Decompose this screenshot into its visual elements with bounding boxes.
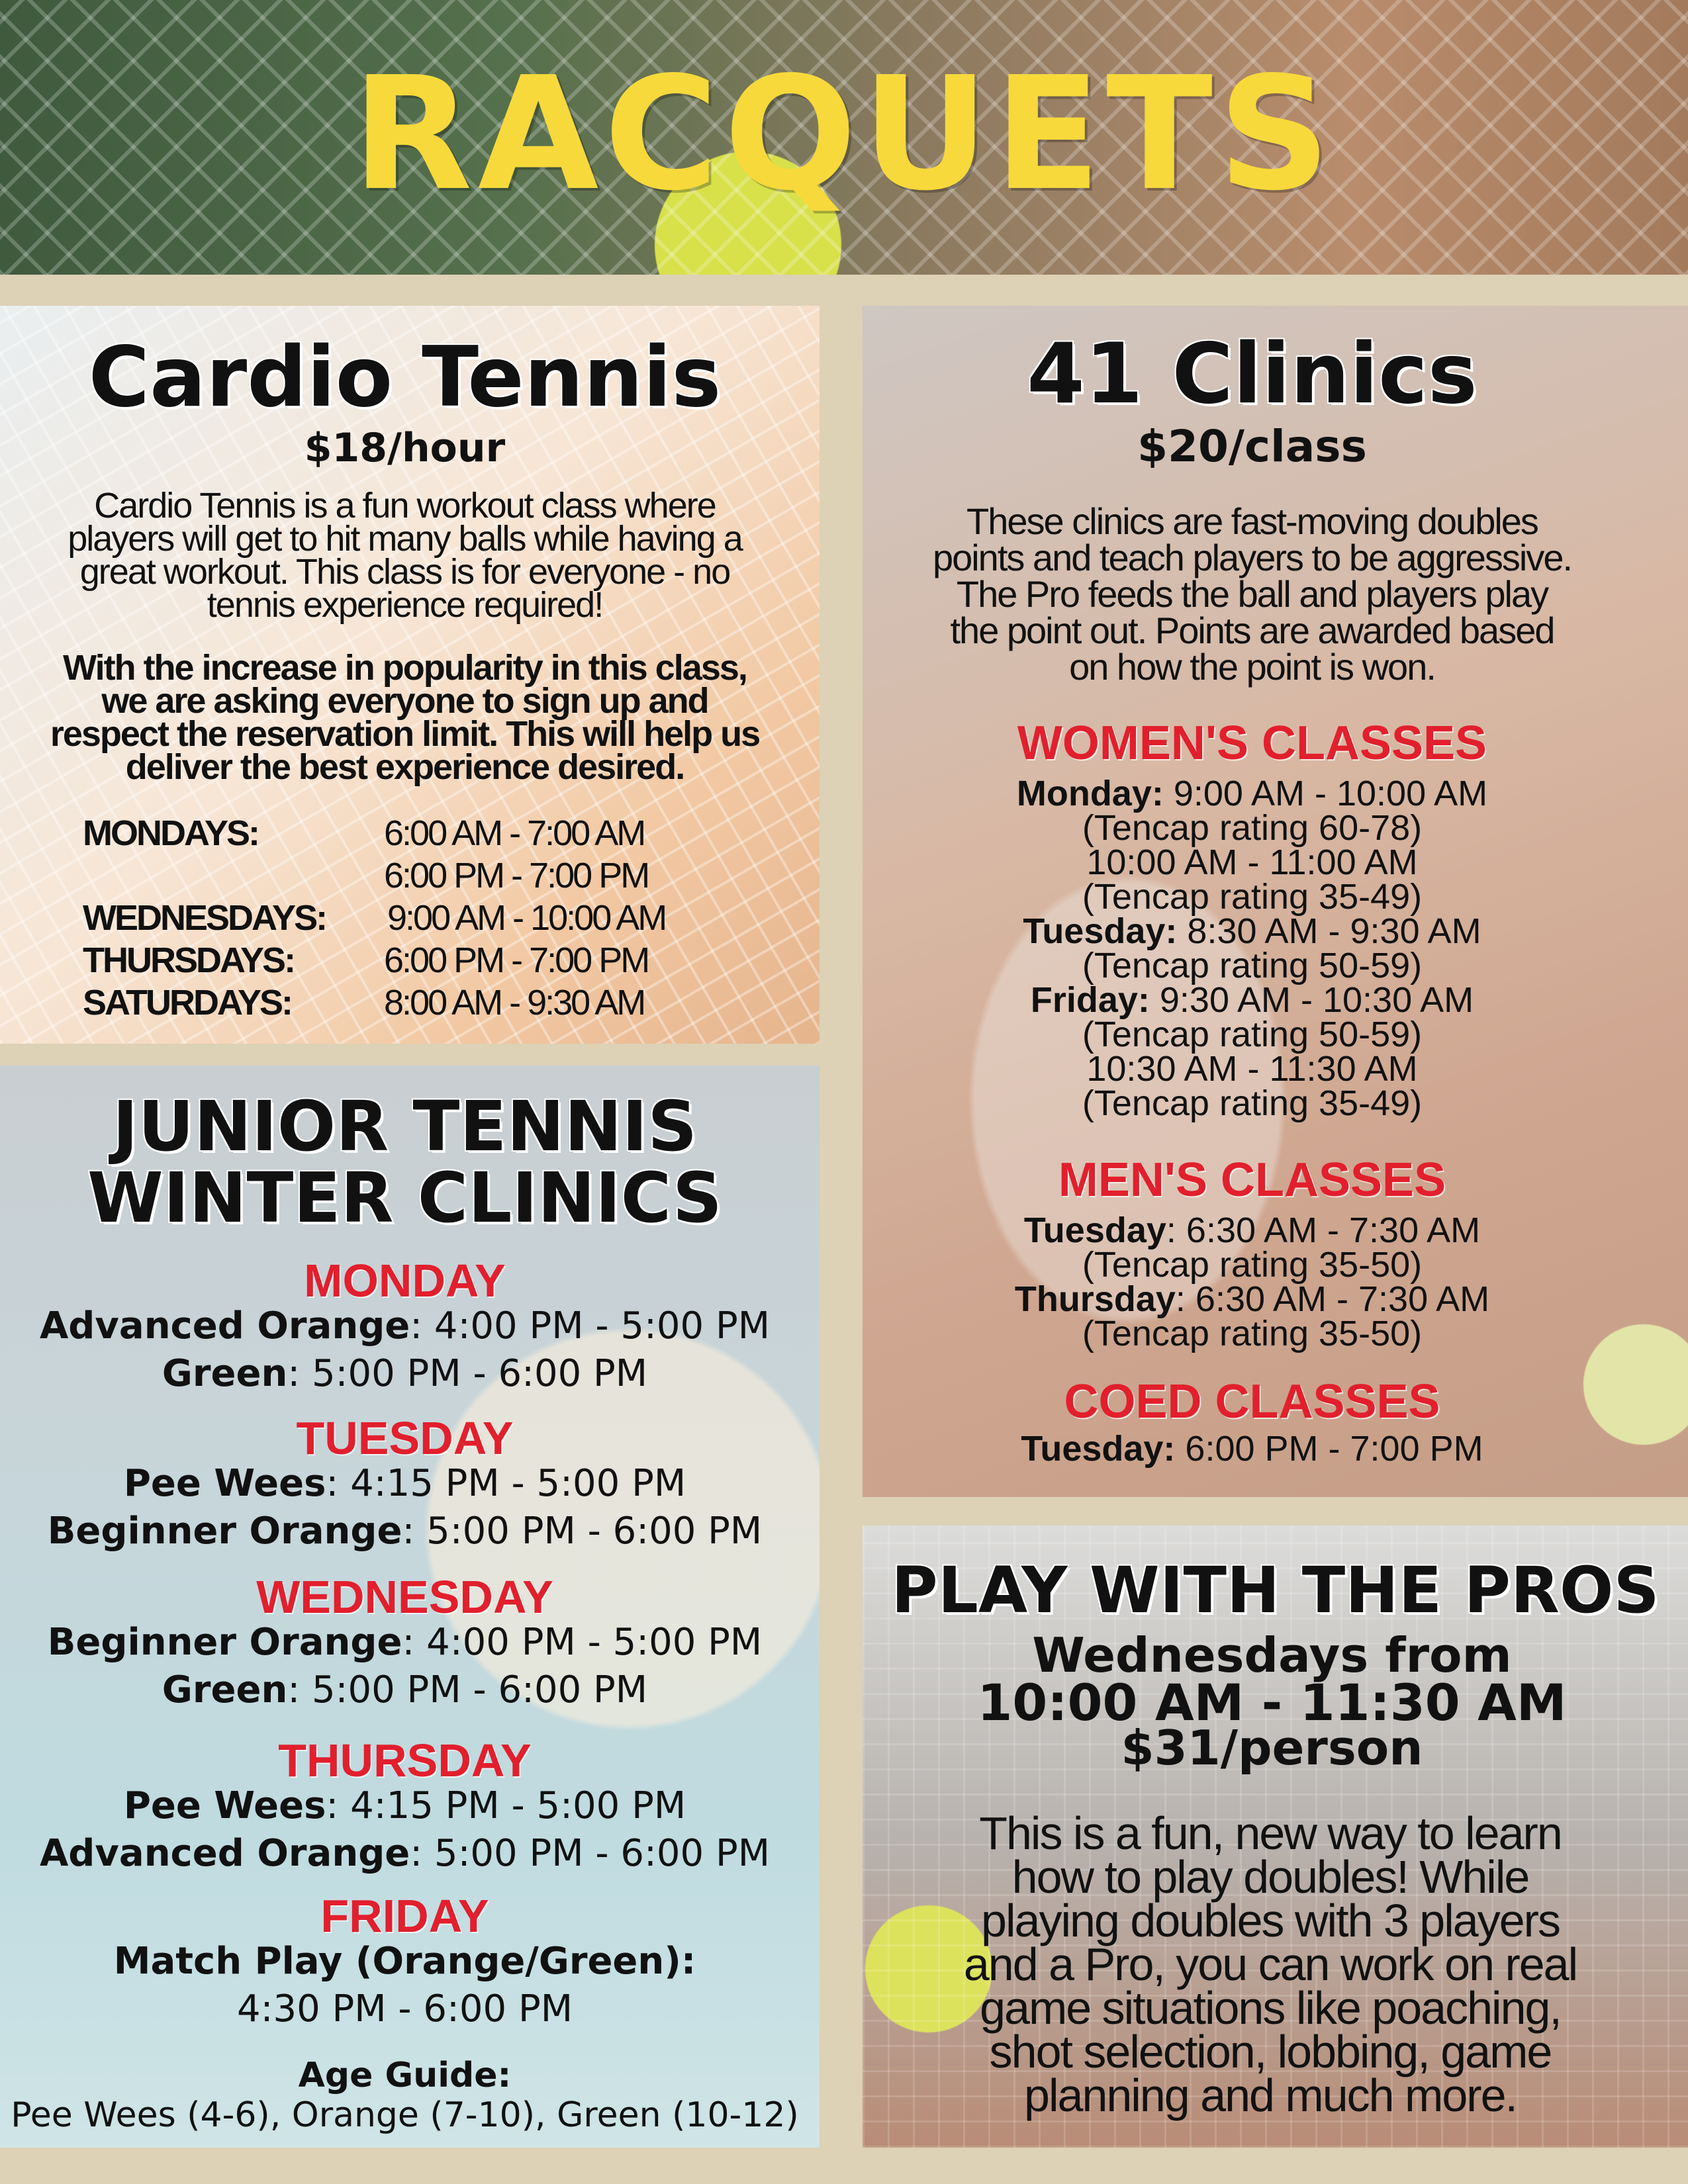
class-time: 9:00 AM - 10:00 AM xyxy=(1163,774,1488,813)
junior-class-level: Green xyxy=(162,1668,288,1711)
class-day: Tuesday: xyxy=(1021,1429,1176,1469)
junior-class-line xyxy=(0,1304,820,1347)
clinics-desc-line: the point out. Points are awarded based xyxy=(950,610,1554,651)
junior-class-level: Advanced Orange xyxy=(39,1832,410,1875)
junior-class-level: Beginner Orange xyxy=(47,1510,402,1553)
junior-class-time: : xyxy=(680,1940,696,1983)
clinics-title: 41 Clinics xyxy=(1027,325,1477,422)
pros-desc-line: shot selection, lobbing, game xyxy=(989,2026,1552,2077)
pros-desc-line: playing doubles with 3 players xyxy=(981,1895,1560,1946)
pros-desc-line: planning and much more. xyxy=(1024,2070,1517,2121)
class-time: 6:00 PM - 7:00 PM xyxy=(1175,1429,1483,1469)
cardio-schedule-day: WEDNESDAYS: xyxy=(83,898,326,938)
junior-class-time: 4:30 PM - 6:00 PM xyxy=(236,1987,573,2030)
cardio-desc-line: Cardio Tennis is a fun workout class where xyxy=(94,486,716,525)
cardio-tennis-panel xyxy=(0,306,820,1044)
clinics-price: $20/class xyxy=(1137,421,1367,472)
class-time: (Tencap rating 35-49) xyxy=(1082,1083,1423,1123)
cardio-notice-line: respect the reservation limit. This will help us xyxy=(50,714,760,754)
cardio-schedule-time: 6:00 PM - 7:00 PM xyxy=(384,856,649,895)
junior-title-line2: WINTER CLINICS xyxy=(87,1158,722,1238)
cardio-schedule-time: 9:00 AM - 10:00 AM xyxy=(387,898,666,938)
header-banner xyxy=(0,0,1688,275)
junior-class-level: Green xyxy=(162,1352,288,1395)
clinics-desc-line: The Pro feeds the ball and players play xyxy=(956,573,1548,615)
womens-class-line xyxy=(863,776,1688,811)
cardio-schedule-time: 6:00 PM - 7:00 PM xyxy=(384,940,649,980)
class-time: (Tencap rating 35-49) xyxy=(1082,877,1423,917)
pros-desc-line: This is a fun, new way to learn xyxy=(979,1807,1562,1859)
class-time: 10:00 AM - 11:00 AM xyxy=(1086,842,1418,882)
class-day: Tuesday: xyxy=(1023,911,1178,951)
cardio-notice-line: deliver the best experience desired. xyxy=(125,747,684,787)
class-day: Tuesday xyxy=(1023,1210,1166,1250)
junior-class-line xyxy=(0,1621,820,1664)
junior-class-level: Pee Wees xyxy=(123,1462,326,1505)
pros-title: PLAY WITH THE PROS xyxy=(891,1553,1660,1627)
class-time: (Tencap rating 35-50) xyxy=(1082,1245,1423,1285)
junior-class-time: : 4:15 PM - 5:00 PM xyxy=(326,1462,686,1505)
mens-classes-heading: MEN'S CLASSES xyxy=(1058,1154,1446,1206)
cardio-schedule-day: MONDAYS: xyxy=(83,813,259,853)
pros-desc-line: how to play doubles! While xyxy=(1011,1851,1529,1903)
womens-classes-heading: WOMEN'S CLASSES xyxy=(1017,717,1487,770)
junior-class-line xyxy=(0,1832,820,1875)
cardio-schedule-time: 6:00 AM - 7:00 AM xyxy=(384,813,645,853)
junior-class-level: Match Play (Orange/Green) xyxy=(113,1940,681,1983)
womens-class-line xyxy=(863,982,1688,1018)
junior-class-time: : 4:15 PM - 5:00 PM xyxy=(326,1784,686,1827)
coed-class-line xyxy=(863,1431,1688,1467)
pros-time: 10:00 AM - 11:30 AM xyxy=(977,1673,1567,1732)
junior-class-time: : 4:00 PM - 5:00 PM xyxy=(410,1304,771,1347)
junior-day-heading: THURSDAY xyxy=(278,1735,532,1786)
pros-day: Wednesdays from xyxy=(1032,1627,1512,1683)
cardio-title: Cardio Tennis xyxy=(88,328,722,426)
mens-class-line xyxy=(863,1247,1688,1283)
page-title: RACQUETS xyxy=(352,43,1336,225)
womens-class-line xyxy=(863,1085,1688,1121)
womens-class-line xyxy=(863,948,1688,983)
cardio-notice-line: we are asking everyone to sign up and xyxy=(101,681,708,721)
cardio-schedule-time: 8:00 AM - 9:30 AM xyxy=(384,983,645,1023)
class-time: : 6:30 AM - 7:30 AM xyxy=(1175,1279,1490,1319)
womens-class-line xyxy=(863,1051,1688,1087)
womens-class-line xyxy=(863,810,1688,846)
mens-class-line xyxy=(863,1212,1688,1248)
class-time: 10:30 AM - 11:30 AM xyxy=(1086,1049,1418,1089)
age-guide-text: Pee Wees (4-6), Orange (7-10), Green (10-12) xyxy=(11,2095,799,2135)
junior-class-time: : 5:00 PM - 6:00 PM xyxy=(410,1832,771,1875)
junior-class-time: : 5:00 PM - 6:00 PM xyxy=(287,1668,648,1711)
class-day: Friday: xyxy=(1030,980,1150,1020)
pros-price: $31/person xyxy=(1121,1720,1423,1776)
cardio-desc-line: tennis experience required! xyxy=(207,585,603,625)
junior-class-time: : 4:00 PM - 5:00 PM xyxy=(402,1621,763,1664)
junior-day-heading: FRIDAY xyxy=(320,1890,489,1942)
junior-class-line xyxy=(0,1352,820,1395)
junior-day-heading: MONDAY xyxy=(304,1255,506,1306)
womens-class-line xyxy=(863,844,1688,880)
class-time: 8:30 AM - 9:30 AM xyxy=(1177,911,1481,951)
mens-class-line xyxy=(863,1316,1688,1351)
cardio-notice-line: With the increase in popularity in this class, xyxy=(63,648,747,688)
junior-class-line xyxy=(0,1940,820,1983)
clinics-desc-line: points and teach players to be aggressive. xyxy=(932,537,1572,578)
class-time: (Tencap rating 60-78) xyxy=(1082,808,1423,848)
junior-class-time: : 5:00 PM - 6:00 PM xyxy=(402,1510,763,1553)
cardio-desc-line: players will get to hit many balls while having a xyxy=(68,519,742,559)
class-time: : 6:30 AM - 7:30 AM xyxy=(1166,1210,1481,1250)
class-time: (Tencap rating 50-59) xyxy=(1082,1015,1423,1054)
junior-class-line xyxy=(0,1668,820,1711)
mens-class-line xyxy=(863,1281,1688,1317)
junior-class-line xyxy=(0,1987,820,2030)
womens-class-line xyxy=(863,913,1688,949)
womens-class-line xyxy=(863,1017,1688,1052)
cardio-schedule-day: THURSDAYS: xyxy=(83,940,295,980)
cardio-desc-line: great workout. This class is for everyone - no xyxy=(79,552,730,592)
junior-day-heading: TUESDAY xyxy=(296,1412,514,1464)
class-time: 9:30 AM - 10:30 AM xyxy=(1149,980,1474,1020)
junior-day-heading: WEDNESDAY xyxy=(256,1571,553,1623)
class-time: (Tencap rating 50-59) xyxy=(1082,946,1423,985)
clinics-panel xyxy=(863,306,1688,1497)
junior-title-line1: JUNIOR TENNIS xyxy=(112,1086,698,1167)
junior-class-time: : 5:00 PM - 6:00 PM xyxy=(287,1352,648,1395)
class-day: Thursday xyxy=(1014,1279,1176,1319)
junior-class-line xyxy=(0,1784,820,1827)
junior-class-level: Pee Wees xyxy=(123,1784,326,1827)
class-day: Monday: xyxy=(1016,774,1164,813)
pros-desc-line: game situations like poaching, xyxy=(980,1982,1561,2034)
junior-class-level: Beginner Orange xyxy=(47,1621,402,1664)
clinics-desc-line: on how the point is won. xyxy=(1069,646,1435,688)
cardio-schedule-day: SATURDAYS: xyxy=(83,983,292,1023)
junior-tennis-panel xyxy=(0,1066,820,2148)
junior-class-line xyxy=(0,1462,820,1505)
pros-desc-line: and a Pro, you can work on real xyxy=(963,1938,1577,1990)
class-time: (Tencap rating 35-50) xyxy=(1082,1314,1423,1353)
junior-class-line xyxy=(0,1510,820,1553)
clinics-desc-line: These clinics are fast-moving doubles xyxy=(966,500,1538,542)
junior-class-level: Advanced Orange xyxy=(39,1304,410,1347)
age-guide-label: Age Guide: xyxy=(298,2056,512,2095)
womens-class-line xyxy=(863,879,1688,915)
cardio-price: $18/hour xyxy=(304,425,506,471)
coed-classes-heading: COED CLASSES xyxy=(1064,1375,1440,1428)
play-with-pros-panel xyxy=(863,1525,1688,2148)
